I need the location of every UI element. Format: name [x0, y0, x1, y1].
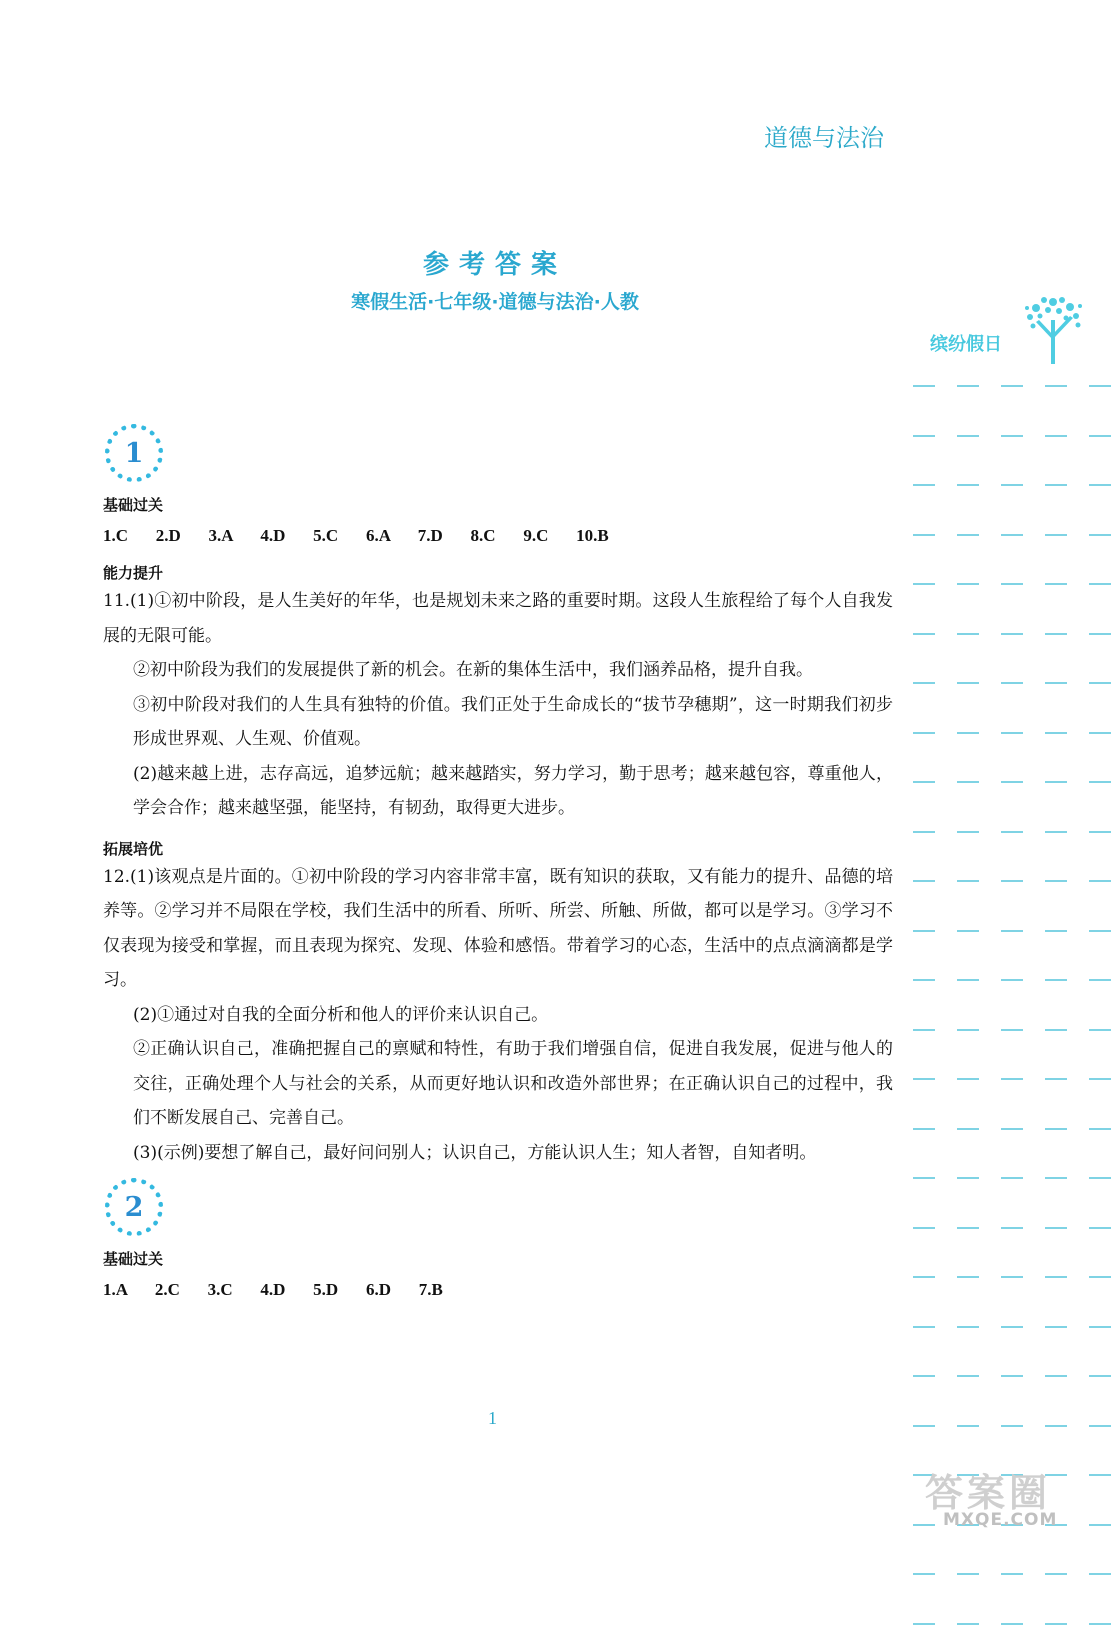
note-dash	[913, 781, 935, 783]
note-dash	[1089, 1276, 1111, 1278]
note-line	[913, 1326, 1112, 1328]
note-dash	[957, 1623, 979, 1625]
page-subtitle: 寒假生活·七年级·道德与法治·人教	[351, 291, 639, 313]
note-dash	[1001, 583, 1023, 585]
note-dash	[1045, 385, 1067, 387]
answer-paragraph: (2)越来越上进，志存高远，追梦远航；越来越踏实，努力学习，勤于思考；越来越包容，尊重他人，学会合作；越来越坚强，能坚持，有韧劲，取得更大进步。	[133, 763, 893, 818]
note-dash	[1089, 880, 1111, 882]
note-dash	[1001, 1375, 1023, 1377]
note-dash	[957, 1375, 979, 1377]
note-dash	[1001, 1029, 1023, 1031]
answer-paragraph: ②正确认识自己，准确把握自己的禀赋和特性，有助于我们增强自信，促进自我发展，促进与他人的交往，正确处理个人与社会的关系，从而更好地认识和改造外部世界；在正确认识自己的过程中，我们不断发展自己、完善自己。	[133, 1039, 893, 1128]
note-dash	[1001, 484, 1023, 486]
note-dash	[1001, 781, 1023, 783]
choice-answers: 1.C 2.D 3.A 4.D 5.C 6.A 7.D 8.C 9.C 10.B	[103, 526, 609, 545]
note-dash	[1089, 1375, 1111, 1377]
note-dash	[957, 484, 979, 486]
note-dash	[957, 1276, 979, 1278]
note-dash	[1045, 781, 1067, 783]
answer-paragraph: ③初中阶段对我们的人生具有独特的价值。我们正处于生命成长的“拔节孕穗期”，这一时期我们初步形成世界观、人生观、价值观。	[133, 694, 893, 749]
note-dash	[913, 484, 935, 486]
note-dash	[1001, 435, 1023, 437]
section-heading: 拓展培优	[103, 839, 164, 858]
note-line	[913, 1375, 1112, 1377]
note-line	[913, 1227, 1112, 1229]
note-dash	[1045, 1029, 1067, 1031]
note-line	[913, 930, 1112, 932]
note-dash	[913, 1029, 935, 1031]
tree-icon	[1018, 292, 1088, 366]
note-dash	[957, 385, 979, 387]
unit-badge-2: 2	[105, 1178, 163, 1236]
note-dash	[913, 1425, 935, 1427]
note-dash	[1001, 1573, 1023, 1575]
note-dash	[913, 1573, 935, 1575]
note-dash	[1089, 1326, 1111, 1328]
note-dash	[1089, 930, 1111, 932]
note-dash	[957, 1029, 979, 1031]
note-dash	[1045, 1375, 1067, 1377]
page-number: 1	[488, 1408, 497, 1428]
note-dash	[913, 732, 935, 734]
note-dash	[957, 1227, 979, 1229]
note-dash	[1045, 1128, 1067, 1130]
note-dash	[957, 831, 979, 833]
note-dash	[1001, 1326, 1023, 1328]
note-dash	[957, 1573, 979, 1575]
note-dash	[1045, 583, 1067, 585]
note-dash	[1001, 1128, 1023, 1130]
note-line	[913, 781, 1112, 783]
note-dash	[957, 633, 979, 635]
note-line	[913, 682, 1112, 684]
note-dash	[1089, 633, 1111, 635]
note-dash	[1089, 979, 1111, 981]
note-dash	[957, 534, 979, 536]
note-dash	[957, 682, 979, 684]
note-line	[913, 880, 1112, 882]
note-dash	[1001, 880, 1023, 882]
note-line	[913, 1573, 1112, 1575]
note-dash	[913, 831, 935, 833]
note-dash	[1001, 385, 1023, 387]
note-line	[913, 1425, 1112, 1427]
note-line	[913, 732, 1112, 734]
note-dash	[1045, 930, 1067, 932]
answer-paragraph: ②初中阶段为我们的发展提供了新的机会。在新的集体生活中，我们涵养品格，提升自我。	[133, 660, 813, 680]
note-dash	[1045, 1573, 1067, 1575]
note-line	[913, 1078, 1112, 1080]
note-dash	[1089, 385, 1111, 387]
note-dash	[1045, 880, 1067, 882]
note-dash	[957, 1177, 979, 1179]
note-dash	[913, 880, 935, 882]
note-dash	[1089, 1425, 1111, 1427]
note-line	[913, 385, 1112, 387]
note-dash	[1045, 682, 1067, 684]
note-line	[913, 633, 1112, 635]
note-dash	[1045, 732, 1067, 734]
note-dash	[1045, 534, 1067, 536]
brand-label: 缤纷假日	[930, 334, 1002, 355]
answer-paragraph: 12.(1)该观点是片面的。①初中阶段的学习内容非常丰富，既有知识的获取，又有能力的提升、品德的培养等。②学习并不局限在学校，我们生活中的所看、所听、所尝、所触、所做，都可以是学习。③学习不仅表现为接受和掌握，而且表现为探究、发现、体验和感悟。带着学习的心态，生活中的点点滴滴都是学习。	[103, 866, 893, 990]
note-line	[913, 583, 1112, 585]
note-lines	[913, 385, 1112, 1385]
note-dash	[957, 1128, 979, 1130]
note-dash	[957, 1078, 979, 1080]
note-dash	[1045, 1227, 1067, 1229]
note-dash	[1001, 732, 1023, 734]
note-dash	[1089, 1078, 1111, 1080]
note-dash	[957, 1425, 979, 1427]
note-dash	[1089, 781, 1111, 783]
note-dash	[913, 583, 935, 585]
note-dash	[913, 1227, 935, 1229]
watermark-url: MXQE.COM	[943, 1510, 1058, 1530]
note-line	[913, 1128, 1112, 1130]
note-dash	[1089, 484, 1111, 486]
page-title: 参考答案	[422, 250, 567, 280]
note-dash	[1089, 534, 1111, 536]
note-dash	[1045, 1078, 1067, 1080]
note-dash	[1001, 1078, 1023, 1080]
note-line	[913, 1029, 1112, 1031]
note-dash	[1089, 1573, 1111, 1575]
note-dash	[1045, 633, 1067, 635]
note-dash	[1045, 484, 1067, 486]
note-dash	[1089, 682, 1111, 684]
note-dash	[913, 1078, 935, 1080]
note-dash	[1045, 435, 1067, 437]
note-dash	[1045, 1326, 1067, 1328]
note-dash	[913, 435, 935, 437]
note-dash	[1045, 831, 1067, 833]
note-dash	[957, 930, 979, 932]
note-dash	[957, 1326, 979, 1328]
choice-answers: 1.A 2.C 3.C 4.D 5.D 6.D 7.B	[103, 1280, 443, 1299]
note-dash	[1045, 1623, 1067, 1625]
note-dash	[913, 1375, 935, 1377]
answer-paragraph: 11.(1)①初中阶段，是人生美好的年华，也是规划未来之路的重要时期。这段人生旅程给了每个人自我发展的无限可能。	[103, 591, 893, 646]
brand-logo	[930, 292, 1100, 366]
note-dash	[1001, 1425, 1023, 1427]
note-dash	[913, 1276, 935, 1278]
watermark	[915, 1462, 1095, 1532]
note-line	[913, 534, 1112, 536]
note-dash	[1045, 979, 1067, 981]
note-dash	[1001, 1276, 1023, 1278]
note-dash	[913, 1623, 935, 1625]
section-heading: 基础过关	[103, 1250, 164, 1268]
note-line	[913, 1276, 1112, 1278]
note-dash	[1001, 633, 1023, 635]
note-dash	[1001, 1623, 1023, 1625]
unit-badge-1: 1	[105, 424, 163, 482]
note-dash	[913, 682, 935, 684]
note-dash	[1089, 1128, 1111, 1130]
note-line	[913, 435, 1112, 437]
answer-content	[103, 424, 893, 1304]
note-dash	[913, 534, 935, 536]
note-dash	[913, 633, 935, 635]
note-dash	[913, 1128, 935, 1130]
note-dash	[957, 979, 979, 981]
section-heading: 能力提升	[103, 564, 164, 582]
note-dash	[1001, 682, 1023, 684]
watermark-text: 答案圈	[925, 1471, 1052, 1515]
note-dash	[913, 979, 935, 981]
note-line	[913, 1177, 1112, 1179]
answer-paragraph: (3)(示例)要想了解自己，最好问问别人；认识自己，方能认识人生；知人者智，自知者明。	[133, 1142, 817, 1163]
answer-paragraph: (2)①通过对自我的全面分析和他人的评价来认识自己。	[133, 1004, 549, 1025]
note-line	[913, 979, 1112, 981]
note-dash	[913, 930, 935, 932]
note-line	[913, 484, 1112, 486]
note-dash	[957, 880, 979, 882]
note-dash	[1045, 1276, 1067, 1278]
note-dash	[957, 732, 979, 734]
note-dash	[1001, 979, 1023, 981]
note-dash	[1089, 435, 1111, 437]
note-dash	[1045, 1177, 1067, 1179]
note-dash	[1089, 831, 1111, 833]
note-dash	[1089, 1623, 1111, 1625]
note-dash	[1001, 1227, 1023, 1229]
note-dash	[1089, 1177, 1111, 1179]
note-line	[913, 1623, 1112, 1625]
note-dash	[1045, 1425, 1067, 1427]
note-dash	[1001, 831, 1023, 833]
note-dash	[1089, 732, 1111, 734]
note-dash	[1001, 930, 1023, 932]
note-dash	[957, 583, 979, 585]
section-heading: 基础过关	[103, 496, 164, 514]
note-dash	[1001, 534, 1023, 536]
note-dash	[913, 385, 935, 387]
subject-header: 道德与法治	[764, 124, 884, 152]
note-dash	[1089, 1029, 1111, 1031]
note-line	[913, 831, 1112, 833]
note-dash	[957, 435, 979, 437]
note-dash	[913, 1177, 935, 1179]
note-dash	[913, 1326, 935, 1328]
note-dash	[957, 781, 979, 783]
note-dash	[1089, 583, 1111, 585]
note-dash	[1089, 1227, 1111, 1229]
note-dash	[1001, 1177, 1023, 1179]
